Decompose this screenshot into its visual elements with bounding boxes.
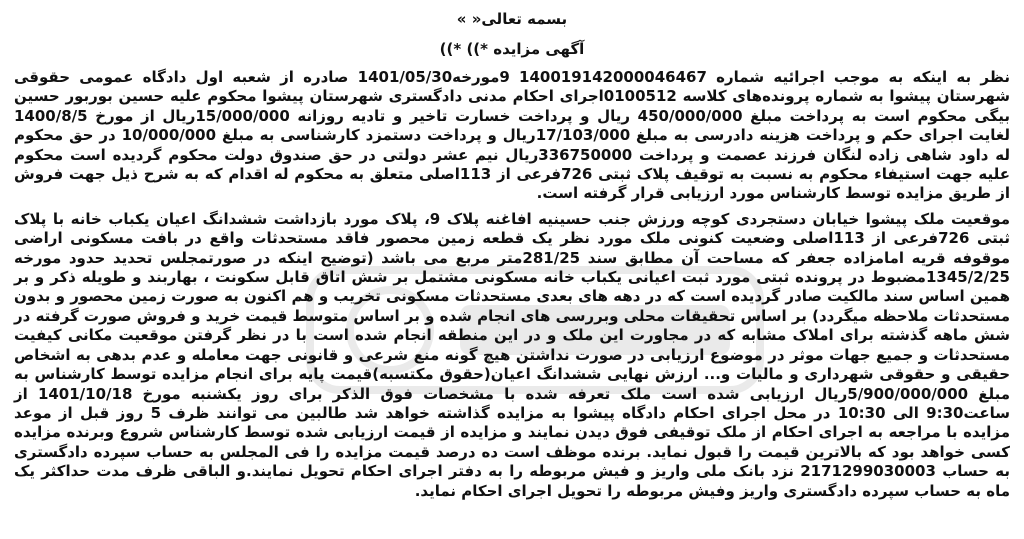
paragraph-property-details: موقعیت ملک پیشوا خیابان دستجردی کوچه ورزش جنب حسینیه افاغنه پلاک 9، پلاک مورد بازداشت ششدانگ اعیان یکباب خانه با پلاک ثبتی 726فرعی از 113اصلی وضعیت کنونی ملک مورد نظر یک قطعه زمین محصور فاقد مستحدثات واقع در بافت مسکونی اراضی موقوفه قریه امامزاده جعفر که مساحت آن مطابق سند 281/25متر مربع می باشد (توضیح اینکه در صورتمجلس تحدید حدود مورخه 1345/2/25مضبوط در پرونده ثبتی مورد ثبت اعیانی یکباب خانه مسکونی مشتمل بر شش اتاق قابل سکونت ، بهاربند و طویله ذکر و بر همین اساس سند مالکیت صادر گردیده است که در دهه های بعدی مستحدثات مسکونی تخریب و هم اکنون به صورت زمین محصور و بدون مستحدثات ملاحظه میگردد) بر اساس تحقیقات محلی وبررسی های انجام شده و بر اساس متوسط قیمت خرید و فروش صورت گرفته در شش ماهه گذشته برای املاک مشابه که در مجاورت این ملک و در این منطقه انجام شده است با در نظر گرفتن موقعیت مکانی کیفیت مستحدثات و جمیع جهات موثر در موضوع ارزیابی در صورت نداشتن هیچ گونه منع شرعی و قانونی جهت معامله و عدم بدهی به اشخاص حقیقی و حقوقی شهرداری و مالیات و... ارزش نهایی ششدانگ اعیان(حقوق مکتسبه)قیمت پایه برای انجام مزایده توسط کارشناس به مبلغ 5/900/000/000ریال ارزیابی شده است ملک تعرفه شده با مشخصات فوق الذکر برای روز یکشنبه مورخ 1401/10/18 از ساعت9:30 الی 10:30 در محل اجرای احکام دادگاه پیشوا به مزایده گذاشته خواهد شد طالبین می توانند ظرف 5 روز قبل از موعد مزایده با مراجعه به اجرای احکام از ملک توقیفی فوق دیدن نمایند و مزایده از قیمت ارزیابی شده توسط کارشناس شروع وبرنده مزایده کسی خواهد بود که بالاترین قیمت را قبول نماید. برنده موظف است ده درصد قیمت مزایده را فی المجلس به حساب سپرده دادگستری به حساب 2171299030003 نزد بانک ملی واریز و فیش مربوطه را به دفتر اجرای احکام تحویل نمایند.و الباقی ظرف مدت حداکثر یک ماه به حساب سپرده دادگستری واریز وفیش مربوطه را تحویل اجرای احکام نماید. xyxy=(14,209,1011,500)
document-invocation: بسمه تعالی« » xyxy=(456,10,568,28)
paragraph-execution-order: نظر به اینکه به موجب اجرائیه شماره 140019142000046467 9مورخه1401/05/30 صادره از شعبه اول دادگاه عمومی حقوقی شهرستان پیشوا به شماره پرونده‌های کلاسه 0100512اجرای احکام مدنی دادگستری شهرستان پیشوا محکوم علیه حسین بوربور حسین بیگی محکوم است به پرداخت مبلغ 450/000/000 ریال و پرداخت خسارت تاخیر و تادیه روزانه 15/000/000ریال از مورخ 1400/8/5 لغایت اجرای حکم و پرداخت هزینه دادرسی به مبلغ 17/103/000ریال و پرداخت دستمزد کارشناسی به مبلغ 10/000/000 در حق محکوم له داود شاهی زاده لنگان فرزند عصمت و پرداخت 336750000ریال نیم عشر دولتی در حق صندوق دولت محکوم گردیده است محکوم علیه جهت استیفاء محکوم به نسبت به توقیف پلاک ثبتی 726فرعی از 113اصلی متعلق به محکوم له اقدام که به شرح ذیل جهت فروش از طریق مزایده توسط کارشناس مورد ارزیابی قرار گرفته است. xyxy=(14,68,1011,203)
document-title: آگهی مزایده *)) *)) xyxy=(439,40,585,58)
